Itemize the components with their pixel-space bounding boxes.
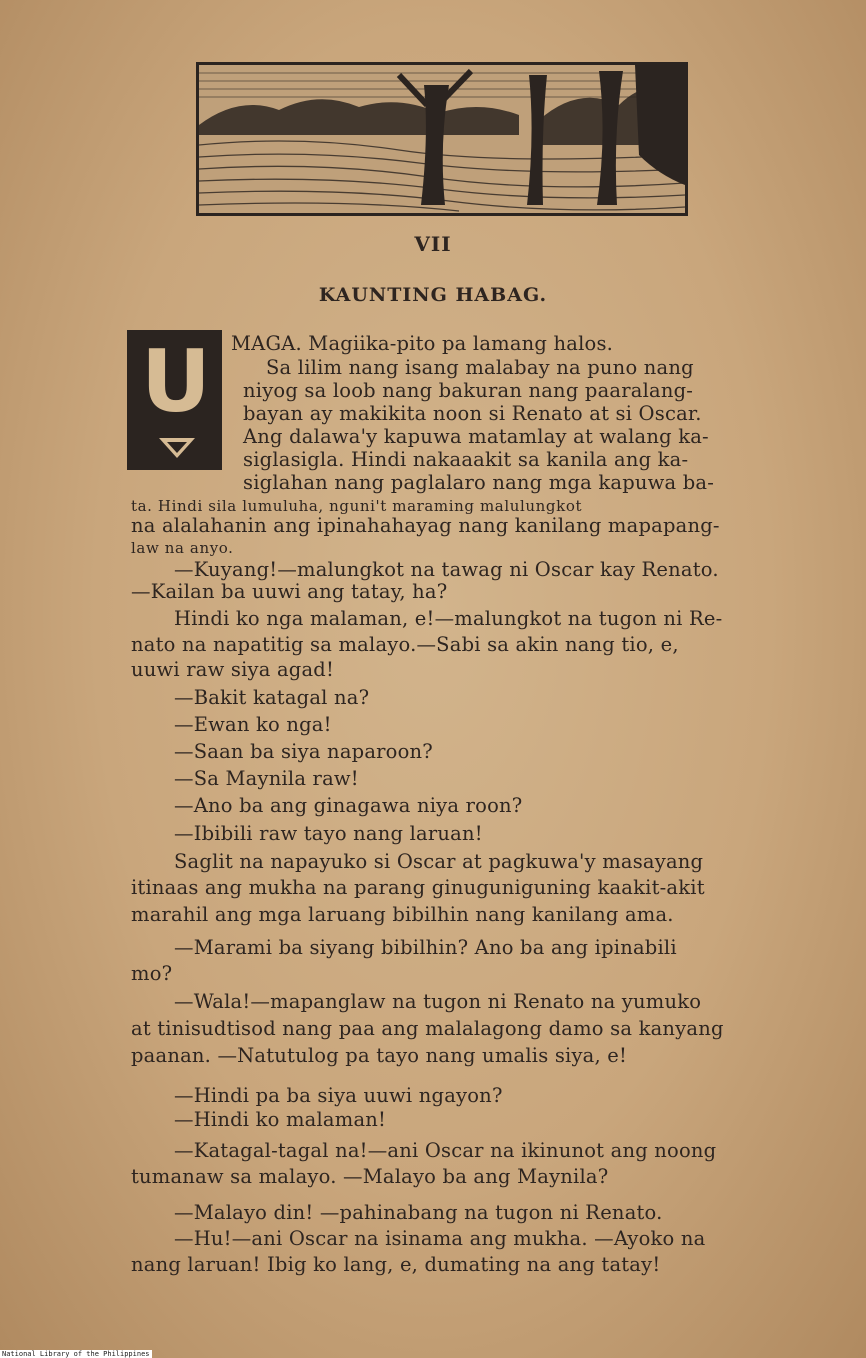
- text-line: tumanaw sa malayo. —Malayo ba ang Maynila?: [131, 1165, 609, 1188]
- text-line: at tinisudtisod nang paa ang malalagong damo sa kanyang: [131, 1017, 724, 1040]
- text-line: —Hu!—ani Oscar na isinama ang mukha. —Ayoko na: [174, 1227, 706, 1250]
- text-line: uuwi raw siya agad!: [131, 658, 335, 681]
- text-line: —Hindi pa ba siya uuwi ngayon?: [174, 1084, 503, 1107]
- text-line: —Wala!—mapanglaw na tugon ni Renato na yumuko: [174, 990, 702, 1013]
- text-line: law na anyo.: [131, 539, 234, 557]
- text-line: Sa lilim nang isang malabay na puno nang: [266, 356, 694, 379]
- text-line: —Ewan ko nga!: [174, 713, 332, 736]
- drop-cap-letter: U: [141, 332, 211, 432]
- text-line: niyog sa loob nang bakuran nang paaralang-: [243, 379, 694, 402]
- text-line: na alalahanin ang ipinahahayag nang kanilang mapapang-: [131, 514, 720, 537]
- footer-credit: National Library of the Philippines: [2, 1350, 150, 1358]
- text-line: Hindi ko nga malaman, e!—malungkot na tugon ni Re-: [174, 607, 723, 630]
- text-line: MAGA. Magiika-pito pa lamang halos.: [231, 332, 614, 355]
- text-line: —Malayo din! —pahinabang na tugon ni Renato.: [174, 1201, 663, 1224]
- ornament-icon: [157, 434, 197, 460]
- text-line: —Hindi ko malaman!: [174, 1108, 387, 1131]
- landscape-illustration: [196, 62, 688, 216]
- text-line: paanan. —Natutulog pa tayo nang umalis siya, e!: [131, 1044, 628, 1067]
- text-line: —Bakit katagal na?: [174, 686, 370, 709]
- text-line: siglasigla. Hindi nakaaakit sa kanila ang ka-: [243, 448, 689, 471]
- text-line: —Kuyang!—malungkot na tawag ni Oscar kay Renato.: [174, 558, 719, 581]
- text-line: itinaas ang mukha na parang ginuguniguning kaakit-akit: [131, 876, 705, 899]
- text-line: —Ano ba ang ginagawa niya roon?: [174, 794, 523, 817]
- text-line: —Katagal-tagal na!—ani Oscar na ikinunot ang noong: [174, 1139, 717, 1162]
- text-line: —Ibibili raw tayo nang laruan!: [174, 822, 483, 845]
- text-line: Ang dalawa'y kapuwa matamlay at walang ka-: [243, 425, 709, 448]
- text-line: ta. Hindi sila lumuluha, nguni't maraming malulungkot: [131, 497, 583, 515]
- text-line: —Saan ba siya naparoon?: [174, 740, 433, 763]
- text-line: nang laruan! Ibig ko lang, e, dumating na ang tatay!: [131, 1253, 661, 1276]
- text-line: Saglit na napayuko si Oscar at pagkuwa'y masayang: [174, 850, 704, 873]
- text-line: marahil ang mga laruang bibilhin nang kanilang ama.: [131, 903, 674, 926]
- drop-cap: [127, 330, 222, 470]
- text-line: —Marami ba siyang bibilhin? Ano ba ang ipinabili: [174, 936, 677, 959]
- chapter-title: KAUNTING HABAG.: [318, 284, 548, 306]
- text-line: siglahan nang paglalaro nang mga kapuwa ba-: [243, 471, 715, 494]
- text-line: nato na napatitig sa malayo.—Sabi sa akin nang tio, e,: [131, 633, 679, 656]
- text-line: —Sa Maynila raw!: [174, 767, 359, 790]
- chapter-number: VII: [414, 232, 452, 256]
- text-line: mo?: [131, 962, 173, 985]
- text-line: bayan ay makikita noon si Renato at si Oscar.: [243, 402, 702, 425]
- text-line: —Kailan ba uuwi ang tatay, ha?: [131, 580, 448, 603]
